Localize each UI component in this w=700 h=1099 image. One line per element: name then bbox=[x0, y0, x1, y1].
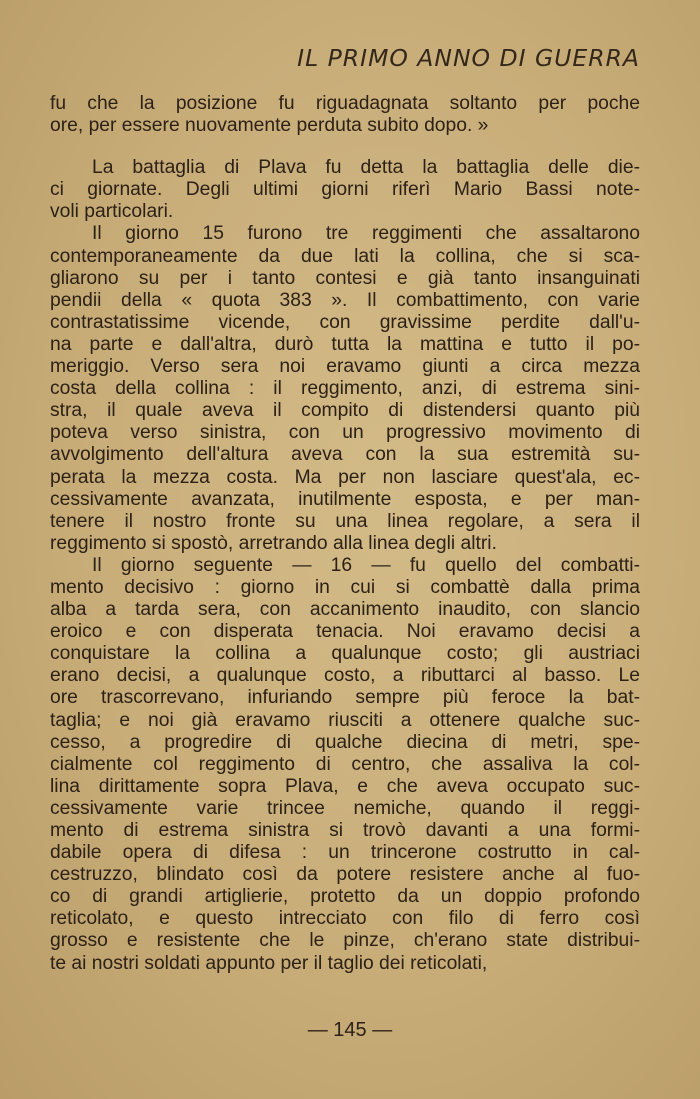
text-line: meriggio. Verso sera noi eravamo giunti a circa mezza bbox=[50, 356, 640, 378]
text-line: cestruzzo, blindato così da potere resistere anche al fuo- bbox=[50, 864, 640, 886]
text-line: ore trascorrevano, infuriando sempre più feroce la bat- bbox=[50, 687, 640, 709]
text-line: tenere il nostro fronte su una linea regolare, a sera il bbox=[50, 510, 640, 532]
text-line: contrastatissime vicende, con gravissime perdite dall'u- bbox=[50, 311, 640, 333]
text-line: avvolgimento dell'altura aveva con la sua estremità su- bbox=[50, 444, 640, 466]
text-line: taglia; e noi già eravamo riusciti a ottenere qualche suc- bbox=[50, 709, 640, 731]
text-line: fu che la posizione fu riguadagnata soltanto per poche bbox=[50, 93, 640, 114]
paragraph-gap bbox=[50, 137, 640, 157]
text-line: perata la mezza costa. Ma per non lasciare quest'ala, ec- bbox=[50, 466, 640, 488]
paragraph bbox=[50, 93, 640, 137]
text-line: na parte e dall'altra, durò tutta la mattina e tutto il po- bbox=[50, 333, 640, 355]
body-text bbox=[50, 93, 640, 975]
text-line: cialmente col reggimento di centro, che assaliva la col- bbox=[50, 753, 640, 775]
text-line: co di grandi artiglierie, protetto da un doppio profondo bbox=[50, 886, 640, 908]
paragraph bbox=[50, 223, 640, 554]
text-line: conquistare la collina a qualunque costo; gli austriaci bbox=[50, 643, 640, 665]
text-line: La battaglia di Plava fu detta la battaglia delle die- bbox=[92, 157, 640, 179]
text-line: mento decisivo : giorno in cui si combattè dalla prima bbox=[50, 576, 640, 598]
text-line: stra, il quale aveva il compito di distendersi quanto più bbox=[50, 400, 640, 422]
text-line: Il giorno seguente — 16 — fu quello del combatti- bbox=[92, 554, 640, 576]
text-line: poteva verso sinistra, con un progressivo movimento di bbox=[50, 422, 640, 444]
paragraph bbox=[50, 555, 640, 975]
text-line: te ai nostri soldati appunto per il taglio dei reticolati, bbox=[50, 952, 488, 974]
text-line: alba a tarda sera, con accanimento inaudito, con slancio bbox=[50, 599, 640, 621]
text-line: cesso, a progredire di qualche diecina di metri, spe- bbox=[50, 731, 640, 753]
running-head: IL PRIMO ANNO DI GUERRA bbox=[297, 44, 640, 72]
text-line: contemporaneamente da due lati la collina, che si sca- bbox=[50, 245, 640, 267]
text-line: lina dirittamente sopra Plava, e che aveva occupato suc- bbox=[50, 775, 640, 797]
text-line: reticolato, e questo intrecciato con filo di ferro così bbox=[50, 908, 640, 930]
page-number: — 145 — bbox=[307, 1019, 393, 1041]
text-line: cessivamente varie trincee nemiche, quando il reggi- bbox=[50, 797, 640, 819]
text-line: dabile opera di difesa : un trincerone costrutto in cal- bbox=[50, 842, 640, 864]
text-line: gliarono su per i tanto contesi e già tanto insanguinati bbox=[50, 267, 640, 289]
text-line: eroico e con disperata tenacia. Noi eravamo decisi a bbox=[50, 621, 640, 643]
text-line: costa della collina : il reggimento, anzi, di estrema sini- bbox=[50, 378, 640, 400]
text-line: grosso e resistente che le pinze, ch'erano state distribui- bbox=[50, 930, 640, 952]
text-line: ore, per essere nuovamente perduta subito dopo. » bbox=[50, 115, 489, 137]
text-line: pendii della « quota 383 ». Il combattimento, con varie bbox=[50, 289, 640, 311]
text-line: ci giornate. Degli ultimi giorni riferì Mario Bassi note- bbox=[50, 179, 640, 201]
text-line: cessivamente avanzata, inutilmente esposta, e per man- bbox=[50, 488, 640, 510]
text-line: mento di estrema sinistra si trovò davanti a una formi- bbox=[50, 820, 640, 841]
text-line: voli particolari. bbox=[50, 201, 174, 223]
text-line: reggimento si spostò, arretrando alla linea degli altri. bbox=[50, 532, 497, 554]
text-line: Il giorno 15 furono tre reggimenti che assaltarono bbox=[92, 223, 640, 245]
paragraph bbox=[50, 157, 640, 223]
text-line: erano decisi, a qualunque costo, a ributtarci al basso. Le bbox=[50, 665, 640, 687]
